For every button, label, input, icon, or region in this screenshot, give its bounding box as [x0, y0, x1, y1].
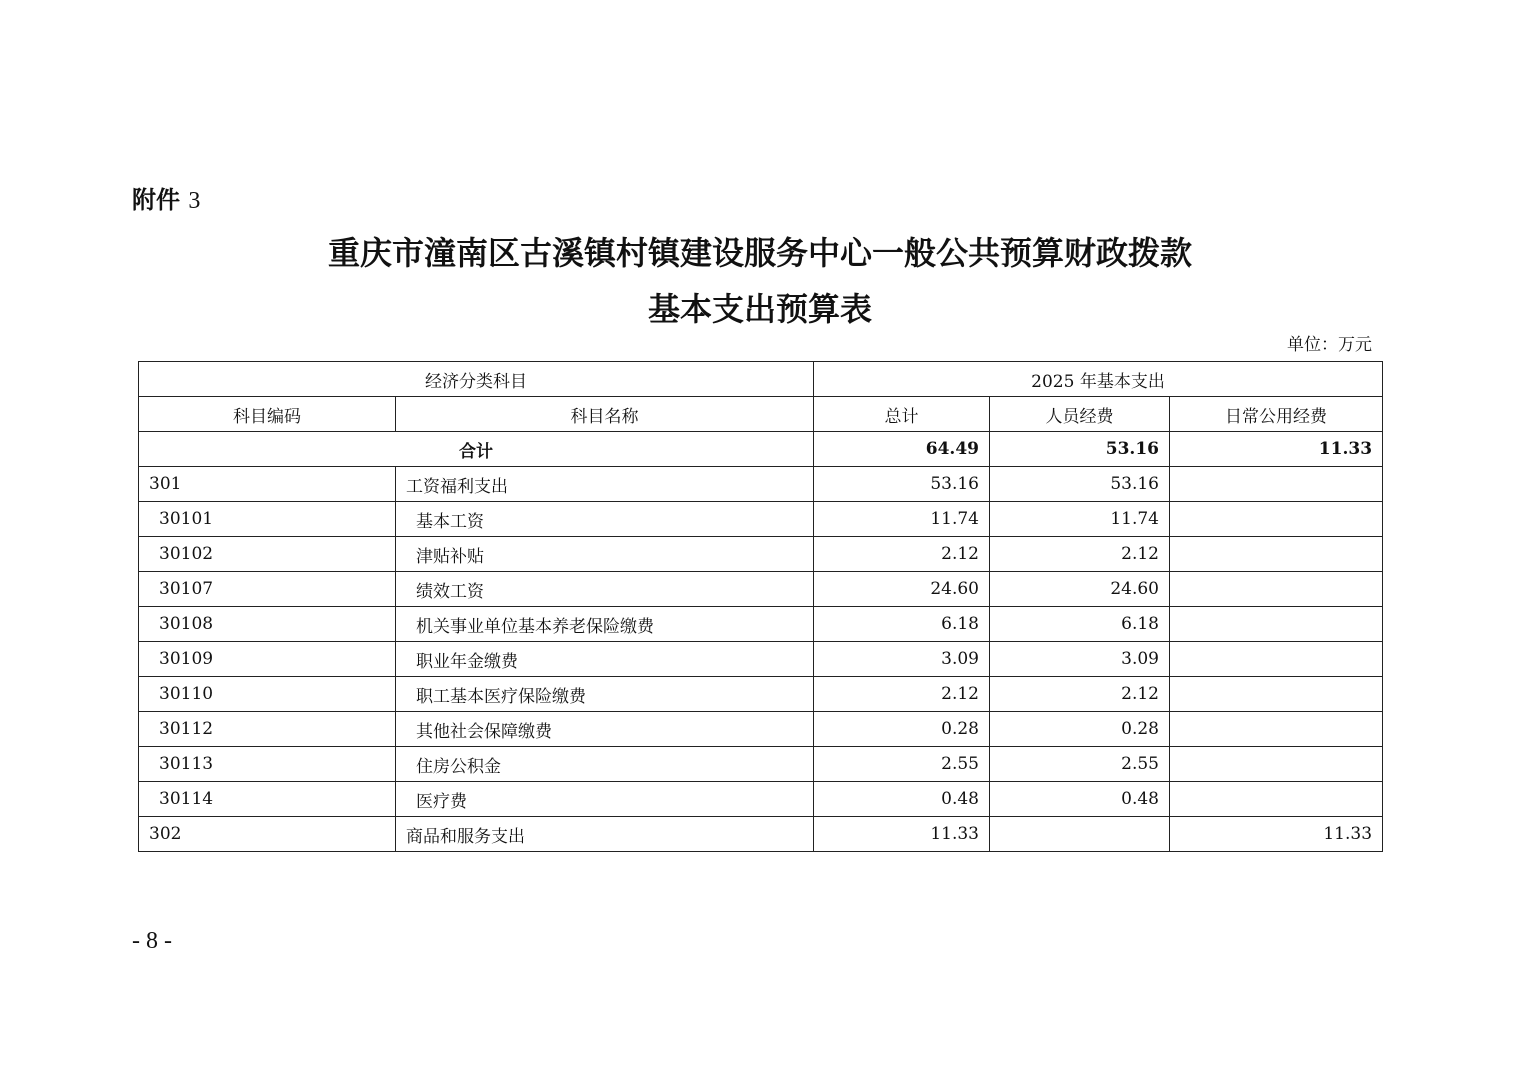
row-personnel: 53.16: [990, 467, 1170, 502]
header-basic-expenditure: 2025 年基本支出: [814, 362, 1383, 397]
row-total: 2.55: [814, 747, 990, 782]
budget-table: [138, 361, 1383, 852]
table-row: [139, 782, 1383, 817]
total-public: 11.33: [1170, 432, 1383, 467]
row-personnel: 11.74: [990, 502, 1170, 537]
row-public: [1170, 712, 1383, 747]
row-total: 0.48: [814, 782, 990, 817]
row-code: 30101: [139, 502, 396, 537]
page-title-line2: 基本支出预算表: [647, 290, 872, 328]
row-code: 30110: [139, 677, 396, 712]
row-public: [1170, 502, 1383, 537]
table-row: [139, 747, 1383, 782]
row-public: [1170, 537, 1383, 572]
row-personnel: 0.48: [990, 782, 1170, 817]
row-name: 商品和服务支出: [396, 817, 814, 852]
column-header-public: 日常公用经费: [1170, 397, 1383, 432]
row-public: [1170, 467, 1383, 502]
table-row: [139, 712, 1383, 747]
row-public: [1170, 677, 1383, 712]
column-header-row: [139, 397, 1383, 432]
row-personnel: 24.60: [990, 572, 1170, 607]
row-total: 11.74: [814, 502, 990, 537]
row-code: 301: [139, 467, 396, 502]
unit-label: 单位：万元: [1287, 335, 1372, 355]
total-total: 64.49: [814, 432, 990, 467]
total-row: [139, 432, 1383, 467]
row-personnel: [990, 817, 1170, 852]
row-name: 津贴补贴: [396, 537, 814, 572]
column-header-total: 总计: [814, 397, 990, 432]
column-header-personnel: 人员经费: [990, 397, 1170, 432]
table-row: [139, 467, 1383, 502]
row-name: 医疗费: [396, 782, 814, 817]
row-total: 11.33: [814, 817, 990, 852]
row-name: 绩效工资: [396, 572, 814, 607]
row-name: 工资福利支出: [396, 467, 814, 502]
attachment-text: 附件: [132, 186, 180, 214]
row-code: 30107: [139, 572, 396, 607]
row-code: 30102: [139, 537, 396, 572]
table-row: [139, 537, 1383, 572]
row-personnel: 2.12: [990, 537, 1170, 572]
row-total: 2.12: [814, 537, 990, 572]
row-public: [1170, 607, 1383, 642]
row-total: 0.28: [814, 712, 990, 747]
attachment-number: 3: [188, 188, 201, 214]
row-personnel: 6.18: [990, 607, 1170, 642]
row-code: 30113: [139, 747, 396, 782]
row-name: 住房公积金: [396, 747, 814, 782]
row-code: 30109: [139, 642, 396, 677]
row-code: 30108: [139, 607, 396, 642]
table-row: [139, 607, 1383, 642]
row-total: 24.60: [814, 572, 990, 607]
row-total: 3.09: [814, 642, 990, 677]
group-header-row: [139, 362, 1383, 397]
row-name: 机关事业单位基本养老保险缴费: [396, 607, 814, 642]
row-personnel: 2.55: [990, 747, 1170, 782]
page-number: - 8 -: [132, 928, 172, 954]
row-public: [1170, 642, 1383, 677]
row-code: 30114: [139, 782, 396, 817]
row-personnel: 2.12: [990, 677, 1170, 712]
row-total: 53.16: [814, 467, 990, 502]
header-classification: 经济分类科目: [139, 362, 814, 397]
column-header-code: 科目编码: [139, 397, 396, 432]
row-public: 11.33: [1170, 817, 1383, 852]
table-row: [139, 642, 1383, 677]
row-name: 职业年金缴费: [396, 642, 814, 677]
row-public: [1170, 572, 1383, 607]
table-row: [139, 502, 1383, 537]
attachment-label: [132, 180, 200, 215]
table-row: [139, 572, 1383, 607]
row-personnel: 0.28: [990, 712, 1170, 747]
row-name: 基本工资: [396, 502, 814, 537]
total-label: 合计: [139, 432, 814, 467]
total-personnel: 53.16: [990, 432, 1170, 467]
row-public: [1170, 782, 1383, 817]
table-row: [139, 677, 1383, 712]
row-personnel: 3.09: [990, 642, 1170, 677]
row-name: 职工基本医疗保险缴费: [396, 677, 814, 712]
row-name: 其他社会保障缴费: [396, 712, 814, 747]
row-public: [1170, 747, 1383, 782]
row-code: 30112: [139, 712, 396, 747]
page-title-line1: 重庆市潼南区古溪镇村镇建设服务中心一般公共预算财政拨款: [327, 234, 1192, 272]
column-header-name: 科目名称: [396, 397, 814, 432]
row-total: 6.18: [814, 607, 990, 642]
row-code: 302: [139, 817, 396, 852]
row-total: 2.12: [814, 677, 990, 712]
table-row: [139, 817, 1383, 852]
